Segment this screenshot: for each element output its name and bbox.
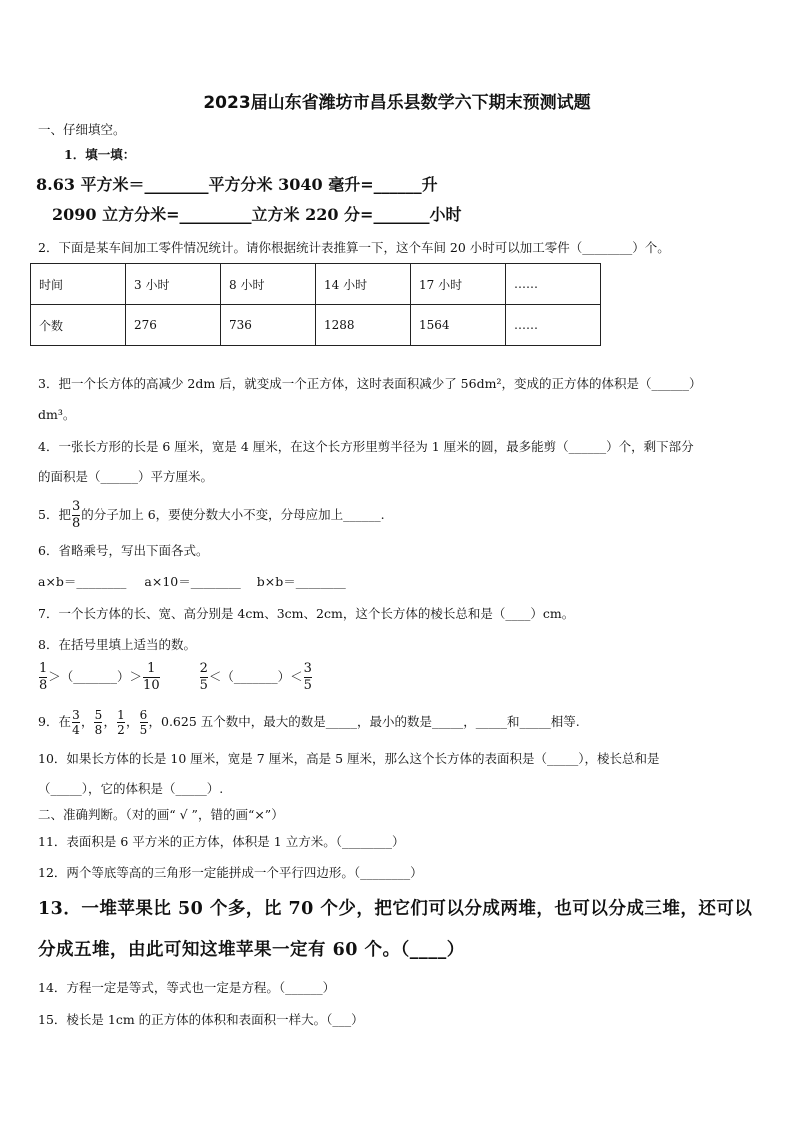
numerator: 3 [71, 499, 81, 514]
numerator: 1 [117, 708, 125, 722]
q8-expressions [38, 662, 313, 693]
q10-line2: （_____），它的体积是（_____）. [38, 781, 224, 796]
fraction [143, 662, 160, 693]
table-cell: 1564 [411, 305, 506, 346]
numerator: 6 [139, 708, 148, 722]
q8-middle-2: ＜（_______）＜ [208, 669, 303, 684]
table-row [31, 305, 601, 346]
table-cell: 14 小时 [316, 264, 411, 305]
fraction [117, 709, 125, 736]
q1-line2: 2090 立方分米=_________立方米 220 分=_______小时 [52, 205, 462, 224]
table-cell: 3 小时 [126, 264, 221, 305]
q15: 15．棱长是 1cm 的正方体的体积和表面积一样大。（___） [38, 1012, 364, 1027]
q6-expr-2: a×10＝________ [144, 574, 241, 589]
q11: 11．表面积是 6 平方米的正方体，体积是 1 立方米。（________） [38, 834, 405, 849]
q6-expressions [38, 573, 346, 591]
q6-expr-1: a×b＝________ [38, 574, 127, 589]
table-cell: 17 小时 [411, 264, 506, 305]
numerator: 3 [72, 708, 80, 722]
fraction [140, 709, 148, 736]
table-cell: 276 [126, 305, 221, 346]
numerator: 2 [199, 661, 208, 676]
q6-expr-3: b×b＝________ [256, 574, 346, 589]
q2-text: 2．下面是某车间加工零件情况统计。请你根据统计表推算一下，这个车间 20 小时可以加工零件（________）个。 [38, 240, 670, 255]
numerator: 1 [39, 661, 48, 676]
fraction [304, 662, 312, 693]
fraction [94, 709, 102, 736]
denominator: 2 [117, 723, 125, 737]
q9-pre: 9．在 [38, 714, 71, 729]
q8-middle-1: ＞（_______）＞ [48, 669, 143, 684]
denominator: 5 [139, 723, 148, 737]
fraction [200, 662, 208, 693]
denominator: 8 [39, 678, 48, 693]
table-cell: 736 [221, 305, 316, 346]
q13-line2: 分成五堆，由此可知这堆苹果一定有 60 个。（____） [38, 940, 465, 960]
table-cell: …… [506, 264, 601, 305]
fraction [72, 500, 80, 531]
q5 [38, 500, 385, 531]
table-row [31, 264, 601, 305]
denominator: 8 [71, 516, 81, 531]
q4-line1: 4．一张长方形的长是 6 厘米，宽是 4 厘米，在这个长方形里剪半径为 1 厘米的圆，最多能剪（______）个，剩下部分 [38, 439, 694, 454]
section-1-heading: 一、仔细填空。 [38, 122, 126, 137]
denominator: 4 [72, 723, 80, 737]
q14: 14．方程一定是等式，等式也一定是方程。（______） [38, 980, 336, 995]
q9-post: ，0.625 五个数中，最大的数是_____，最小的数是_____，_____和_____相等. [148, 714, 580, 729]
numerator: 5 [94, 708, 103, 722]
table-cell: 时间 [31, 264, 126, 305]
q1-line1: 8.63 平方米＝________平方分米 3040 毫升=______升 [36, 175, 438, 194]
table-cell: …… [506, 305, 601, 346]
denominator: 10 [143, 678, 160, 693]
table-cell: 1288 [316, 305, 411, 346]
denominator: 5 [199, 678, 208, 693]
fraction [39, 662, 47, 693]
table-cell: 8 小时 [221, 264, 316, 305]
q3-line2: dm³。 [38, 407, 76, 422]
q5-post: 的分子加上 6，要使分数大小不变，分母应加上______. [81, 507, 385, 522]
q13-line1: 13．一堆苹果比 50 个多，比 70 个少，把它们可以分成两堆，也可以分成三堆，还可以 [38, 899, 753, 919]
q3-line1: 3．把一个长方体的高减少 2dm 后，就变成一个正方体，这时表面积减少了 56dm²，变成的正方体的体积是（______） [38, 376, 702, 391]
q6-text: 6．省略乘号，写出下面各式。 [38, 543, 209, 558]
q12: 12．两个等底等高的三角形一定能拼成一个平行四边形。（________） [38, 865, 423, 880]
q5-pre: 5．把 [38, 507, 71, 522]
q9: 9．在 $\frac{3}{4}$ ， $\frac{5}{8}$ ， $\frac{1}{2}$ ， $\frac{6}{5}$ ，0.625 五个数中，最大的数是_____，最小的数是_____，_____和_____相等. [38, 708, 580, 737]
numerator: 3 [303, 661, 312, 676]
denominator: 8 [94, 723, 103, 737]
section-2-heading: 二、准确判断。（对的画“ √ ”，错的画“×”） [38, 807, 284, 822]
q10-line1: 10．如果长方体的长是 10 厘米，宽是 7 厘米，高是 5 厘米，那么这个长方体的表面积是（_____），棱长总和是 [38, 751, 660, 766]
q8-text: 8．在括号里填上适当的数。 [38, 637, 196, 652]
q7: 7．一个长方体的长、宽、高分别是 4cm、3cm、2cm，这个长方体的棱长总和是（____）cm。 [38, 606, 575, 621]
table-cell: 个数 [31, 305, 126, 346]
q1-label: 1．填一填： [64, 147, 136, 162]
denominator: 5 [303, 678, 312, 693]
stats-table [30, 263, 601, 346]
fraction [72, 709, 80, 736]
page-title: 2023届山东省潍坊市昌乐县数学六下期末预测试题 [203, 93, 591, 113]
numerator: 1 [147, 661, 156, 676]
q4-line2: 的面积是（______）平方厘米。 [38, 469, 214, 484]
